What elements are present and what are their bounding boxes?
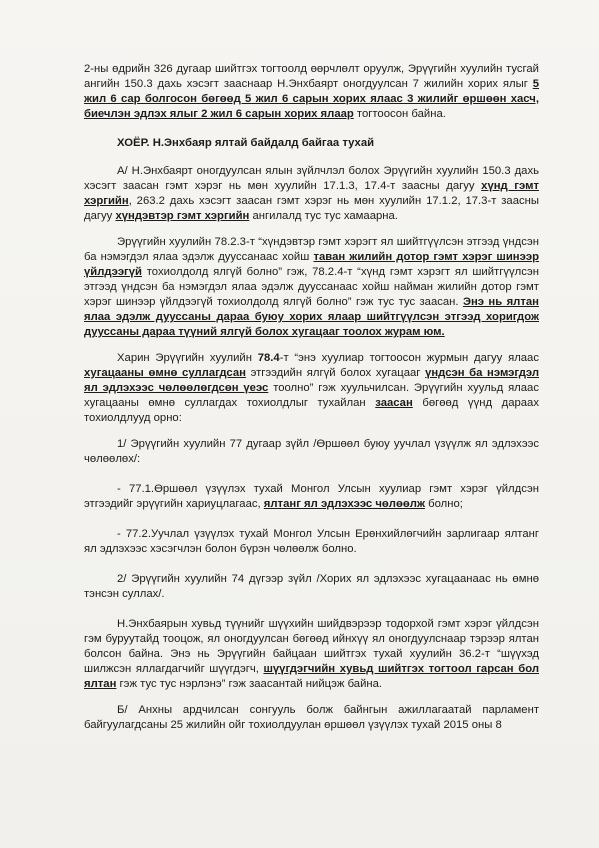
paragraph-article-78-4 <box>84 351 539 426</box>
text-run: , 263.2 дахь хэсэгт заасан гэмт хэрэг нь мөн хуулийн 17.1.2, 17.3-т заасны дагуу <box>84 195 539 222</box>
text-run: болно; <box>424 498 463 510</box>
emphasis-specified: заасан <box>375 397 413 409</box>
text-run: Н.Энхбаярын хувьд түүнийг шүүхийн шийдвэрээр тодорхой гэмт хэрэг үйлдсэн гэм буруутайд тооцож, ял оногдуулсан бөгөөд ийнхүү ял оногдуулснаар тэрээр ялтан болсон байна. Энэ нь Эрүүгийн байцаан шийтгэх тухай хуулийн 36.2-т “шүүхэд шилжсэн яллагдагчийг шүүгдэгч, <box>84 618 539 675</box>
emphasis-five-years: таван жилийн дотор гэмт хэрэг шинээр үйлдээгүй <box>84 251 539 278</box>
paragraph-convict-status <box>84 617 539 692</box>
emphasis-serious-crime: хүнд гэмт хэргийн <box>84 180 539 207</box>
emphasis-less-serious-crime: хүндэвтэр гэмт хэргийн <box>115 210 250 222</box>
text-run: А/ Н.Энхбаярт оногдуулсан ялын зүйлчлэл болох Эрүүгийн хуулийн 150.3 дахь хэсэгт заасан гэмт хэрэг нь мөн хуулийн 17.1.3, 17.4-т заасны дагуу <box>84 165 539 192</box>
list-item-amnesty: 1/ Эрүүгийн хуулийн 77 дугаар зүйл /Өршөөл буюу уучлал үзүүлж ял эдлэхээс чөлөөлөх/: <box>84 438 539 465</box>
text-run: тоолно” гэж хуульчилсан. Эрүүгийн хуульд ялаас хугацааны өмнө суллагдах тохиолдлыг тухайлан <box>84 382 539 409</box>
text-run: Харин Эрүүгийн хуулийн <box>117 352 258 364</box>
section-heading: ХОЁР. Н.Энхбаяр ялтай байдалд байгаа тухай <box>117 137 375 149</box>
paragraph-sentence-reduction <box>84 62 539 122</box>
text-run: тохиолдолд ялгүй болно” гэж, 78.2.4-т “хүнд гэмт хэрэгт ял шийтгүүлсэн этгээд үндсэн ба нэмэгдэл ялаа эдэлж дууссанаас хойш найман жилийн дотор гэмт хэрэг шинээр үйлдээгүй тохиолдолд ялгүй болно” гэж тус тус заасан. <box>84 266 539 308</box>
text-run: - 77.1.Өршөөл үзүүлэх тухай Монгол Улсын хуулиар гэмт хэрэг үйлдсэн этгээдийг эрүүгийн хариуцлагаас, <box>84 483 539 510</box>
list-item-parole: 2/ Эрүүгийн хуулийн 74 дүгээр зүйл /Хорих ял эдлэхээс хугацаанаас нь өмнө тэнсэн суллах/. <box>84 573 539 600</box>
text-run: ангилалд тус тус хамаарна. <box>249 210 398 222</box>
paragraph-b-amnesty-2015: Б/ Анхны ардчилсан сонгууль болж байнгын ажиллагаатай парламент байгуулагдсаны 25 жилийн ойг тохиолдуулан өршөөл үзүүлэх тухай 2015 оны 8 <box>84 704 539 731</box>
emphasis-article-number: 78.4 <box>257 352 280 364</box>
list-item-amnesty-law <box>84 482 539 512</box>
text-run: Эрүүгийн хуулийн 78.2.3-т “хүндэвтэр гэмт хэрэгт ял шийтгүүлсэн этгээд үндсэн ба нэмэгдэл ялаа эдэлж дууссанаас хойш <box>84 236 539 263</box>
list-item-pardon: - 77.2.Уучлал үзүүлэх тухай Монгол Улсын Ерөнхийлөгчийн зарлигаар ялтанг ял эдлэхээс хэсэгчлэн болон бүрэн чөлөөлж болно. <box>84 528 539 555</box>
emphasis-release-moment: үндсэн ба нэмэгдэл ял эдлэхээс чөлөөлөгдсөн үеэс <box>84 367 539 394</box>
text-run: этгээдийн ялгүй болох хугацааг <box>245 367 426 379</box>
text-run: гэж тус тус нэрлэнэ” гэж заасантай нийцэж байна. <box>116 678 383 690</box>
text-run: 2-ны өдрийн 326 дугаар шийтгэх тогтоолд өөрчлөлт оруулж, Эрүүгийн хуулийн тусгай ангийн 150.3 дахь хэсэгт зааснаар Н.Энхбаярт оногдуулсан 7 жилийн хорих ялыг <box>84 63 539 90</box>
emphasis-sentence: 5 жил 6 сар болгосон бөгөөд 5 жил 6 сарын хорих ялаас 3 жилийг өршөөн хасч, биечлэн эдлэх ялыг 2 жил 6 сарын хорих ялаар <box>84 78 539 120</box>
text-run: тогтоосон байна. <box>353 108 446 120</box>
text-run: бөгөөд үүнд дараах тохиолдлууд орно: <box>84 397 539 424</box>
emphasis-release-from-sentence: ялтанг ял эдлэхээс чөлөөлж <box>263 498 425 510</box>
emphasis-early-release: хугацааны өмнө суллагдсан <box>84 367 246 379</box>
text-run: -т “энэ хуулиар тогтоосон журмын дагуу ялаас <box>279 352 539 364</box>
emphasis-convict-definition: шүүгдэгчийн хувьд шийтгэх тогтоол гарсан бол ялтан <box>84 663 539 690</box>
paragraph-a-classification <box>84 164 539 224</box>
emphasis-procedure: Энэ нь ялтан ялаа эдэлж дууссаны дараа буюу хорих ялаар шийтгүүлсэн этгээд хоригдож дууссаны дараа түүний ялгүй болох хугацааг тоолох журам юм. <box>84 296 539 338</box>
paragraph-article-78 <box>84 235 539 340</box>
